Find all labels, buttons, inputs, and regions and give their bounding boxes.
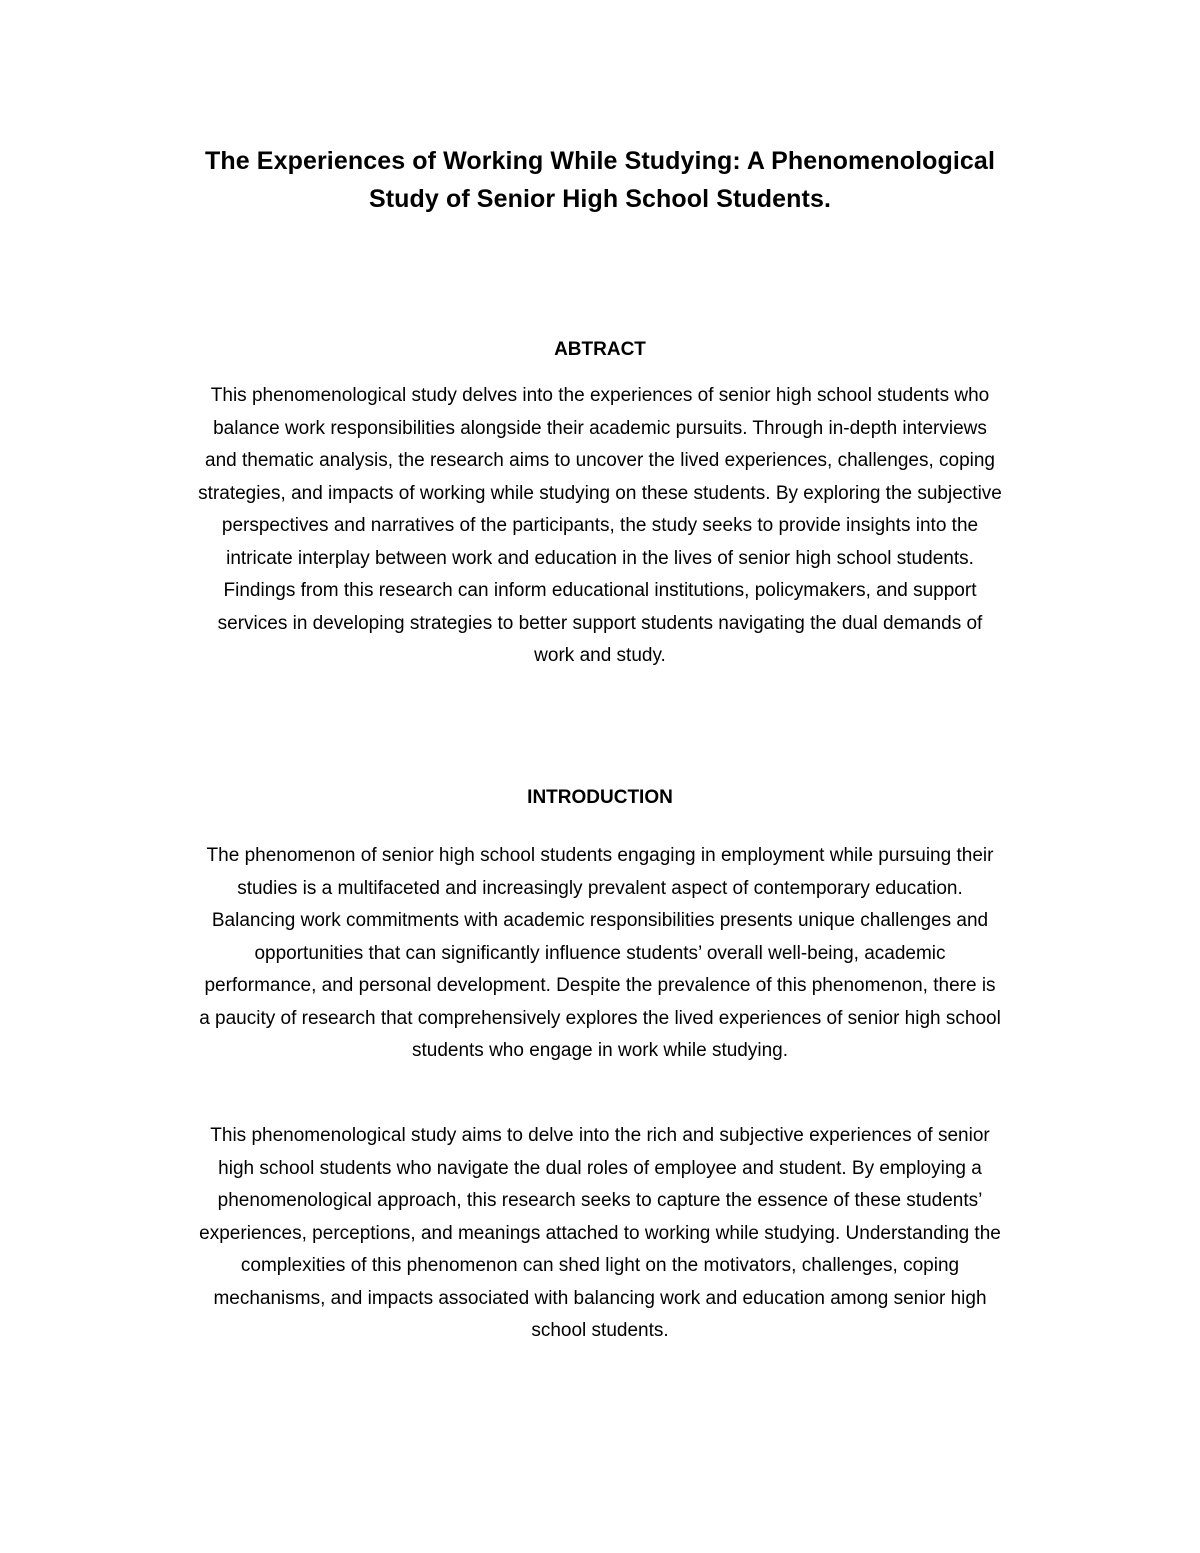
text-line: intricate interplay between work and education in the lives of senior high school students. [226,547,974,569]
text-line: work and study. [534,645,666,666]
text-line: studies is a multifaceted and increasingly prevalent aspect of contemporary education. [237,877,963,899]
introduction-paragraph-1 [138,840,1062,1068]
introduction-paragraph-2 [138,1120,1062,1348]
text-line: This phenomenological study aims to delve into the rich and subjective experiences of senior [210,1125,990,1146]
text-line: school students. [531,1320,669,1341]
text-line: balance work responsibilities alongside their academic pursuits. Through in-depth interviews [213,417,987,439]
text-line: students who engage in work while studying. [411,1040,788,1061]
abstract-heading: ABTRACT [554,339,646,360]
text-line: performance, and personal development. Despite the prevalence of this phenomenon, there is [204,975,996,996]
text-line: mechanisms, and impacts associated with balancing work and education among senior high [213,1287,987,1309]
text-line: This phenomenological study delves into the experiences of senior high school students who [210,385,990,406]
text-line: Balancing work commitments with academic responsibilities presents unique challenges and [211,910,989,931]
text-line: and thematic analysis, the research aims to uncover the lived experiences, challenges, coping [205,450,995,471]
introduction-heading: INTRODUCTION [527,787,673,808]
abstract-paragraph [138,380,1062,673]
text-line: complexities of this phenomenon can shed light on the motivators, challenges, coping [240,1255,960,1276]
text-line: Findings from this research can inform educational institutions, policymakers, and support [223,580,977,601]
text-line: high school students who navigate the dual roles of employee and student. By employing a [218,1157,982,1179]
title-line: Study of Senior High School Students. [368,185,832,213]
title-line: The Experiences of Working While Studying: A Phenomenological [205,147,995,175]
text-line: perspectives and narratives of the participants, the study seeks to provide insights into the [221,515,979,536]
text-line: The phenomenon of senior high school students engaging in employment while pursuing their [206,845,994,866]
text-line: opportunities that can significantly influence students’ overall well-being, academic [254,942,946,964]
document-title [120,142,1080,218]
text-line: services in developing strategies to better support students navigating the dual demands of [217,612,983,634]
text-line: phenomenological approach, this research seeks to capture the essence of these students’ [217,1190,983,1211]
text-line: a paucity of research that comprehensively explores the lived experiences of senior high school [199,1007,1001,1029]
text-line: strategies, and impacts of working while studying on these students. By exploring the subjective [198,482,1002,504]
text-line: experiences, perceptions, and meanings attached to working while studying. Understanding the [199,1222,1001,1244]
